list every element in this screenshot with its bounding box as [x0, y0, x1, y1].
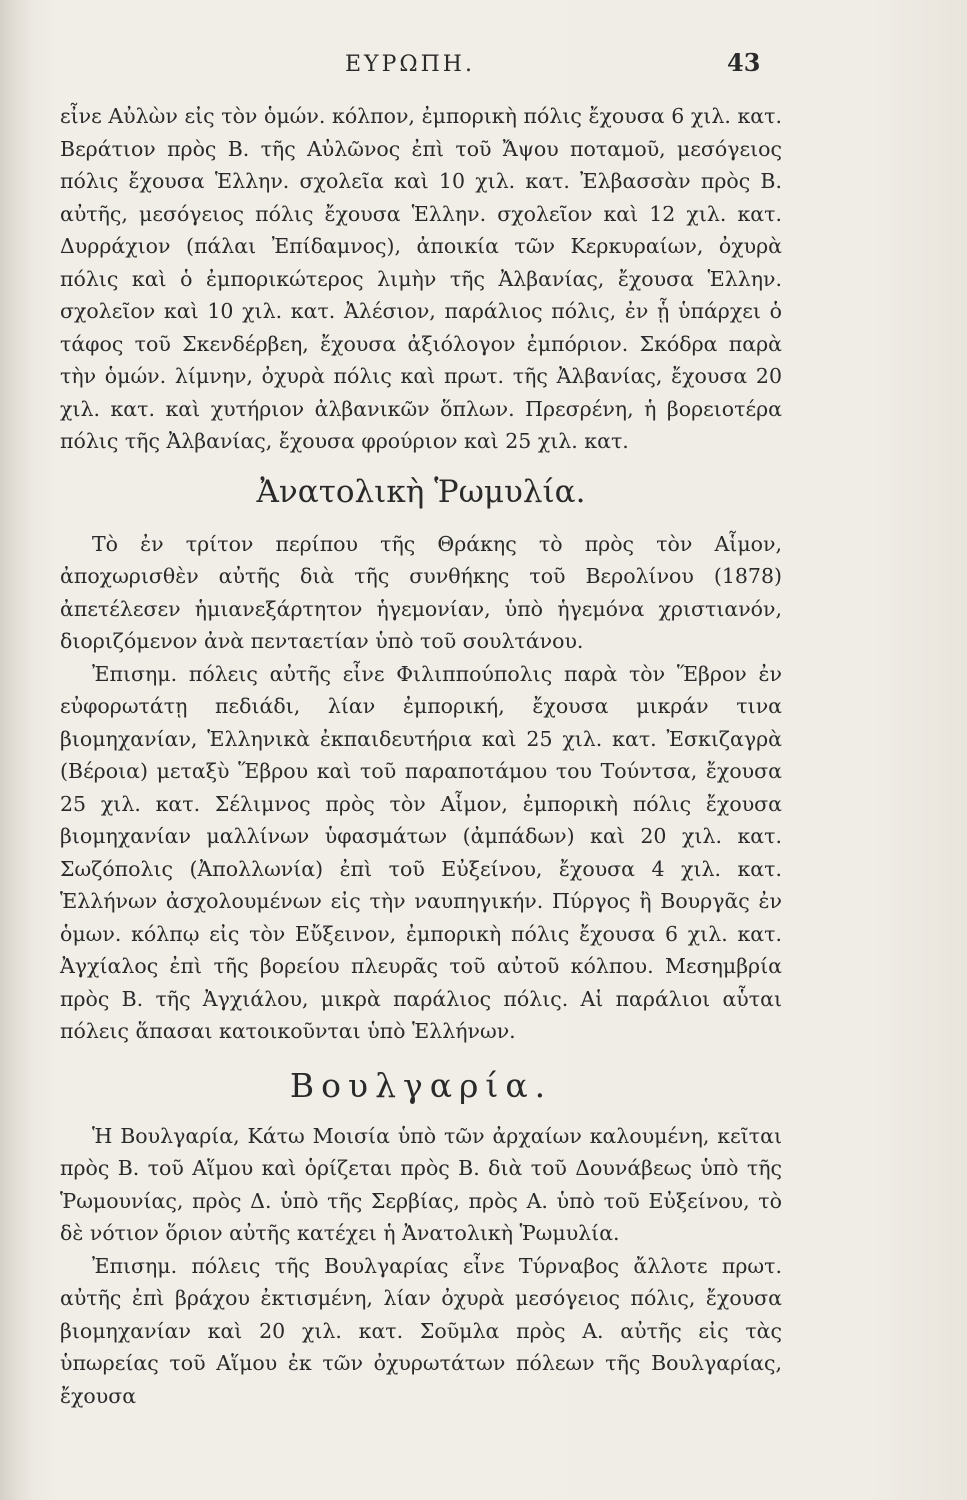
section-heading-bulgaria: Βουλγαρία. — [289, 1065, 553, 1105]
rumelia-paragraph-1: Τὸ ἐν τρίτον περίπου τῆς Θράκης τὸ πρὸς τὸν Αἷμον, ἀποχωρισθὲν αὐτῆς διὰ τῆς συνθήκης τοῦ Βερολίνου (1878) ἀπετέλεσεν ἡμιανεξάρτητον ἡγεμονίαν, ὑπὸ ἡγεμόνα χριστιανόν, διοριζόμενον ἀνὰ πενταετίαν ὑπὸ τοῦ σουλτάνου. — [60, 531, 782, 653]
page-number: 43 — [727, 48, 761, 77]
bulgaria-paragraph-1: Ἡ Βουλγαρία, Κάτω Μοισία ὑπὸ τῶν ἀρχαίων καλουμένη, κεῖται πρὸς Β. τοῦ Αἵμου καὶ ὁρίζεται πρὸς Β. διὰ τοῦ Δουνάβεως ὑπὸ τῆς Ῥωμουνίας, πρὸς Δ. ὑπὸ τῆς Σερβίας, πρὸς Α. ὑπὸ τοῦ Εὐξείνου, τὸ δὲ νότιον ὅριον αὐτῆς κατέχει ἡ Ἀνατολικὴ Ῥωμυλία. — [60, 1123, 782, 1245]
bulgaria-paragraph-2: Ἐπισημ. πόλεις τῆς Βουλγαρίας εἶνε Τύρναβος ἄλλοτε πρωτ. αὐτῆς ἐπὶ βράχου ἐκτισμένη, λίαν ὀχυρὰ μεσόγειος πόλις, ἔχουσα βιομηχανίαν καὶ 20 χιλ. κατ. Σοῦμλα πρὸς Α. αὐτῆς εἰς τὰς ὑπωρείας τοῦ Αἵμου ἐκ τῶν ὀχυρωτάτων πόλεων τῆς Βουλγαρίας, ἔχουσα — [60, 1253, 782, 1408]
albania-paragraph: εἶνε Αὐλὼν εἰς τὸν ὁμών. κόλπον, ἐμπορικὴ πόλις ἔχουσα 6 χιλ. κατ. Βεράτιον πρὸς Β. τῆς Αὐλῶνος ἐπὶ τοῦ Ἄψου ποταμοῦ, μεσόγειος πόλις ἔχουσα Ἑλλην. σχολεῖα καὶ 10 χιλ. κατ. Ἐλβασσὰν πρὸς Β. αὐτῆς, μεσόγειος πόλις ἔχουσα Ἑλλην. σχολεῖον καὶ 12 χιλ. κατ. Δυρράχιον (πάλαι Ἐπίδαμνος), ἀποικία τῶν Κερκυραίων, ὀχυρὰ πόλις καὶ ὁ ἐμπορικώτερος λιμὴν τῆς Ἀλβανίας, ἔχουσα Ἑλλην. σχολεῖον καὶ 10 χιλ. κατ. Ἀλέσιον, παράλιος πόλις, ἐν ᾗ ὑπάρχει ὁ τάφος τοῦ Σκενδέρβεη, ἔχουσα ἀξιόλογον ἐμπόριον. Σκόδρα παρὰ τὴν ὁμών. λίμνην, ὀχυρὰ πόλις καὶ πρωτ. τῆς Ἀλβανίας, ἔχουσα 20 χιλ. κατ. καὶ χυτήριον ἀλβανικῶν ὅπλων. Πρεσρένη, ἡ βορειοτέρα πόλις τῆς Ἀλβανίας, ἔχουσα φρούριον καὶ 25 χιλ. κατ. — [60, 104, 782, 453]
page-binding-edge — [0, 0, 30, 1500]
page-body — [60, 100, 782, 1412]
running-title: ΕΥΡΩΠΗ. — [345, 52, 475, 77]
rumelia-paragraph-2: Ἐπισημ. πόλεις αὐτῆς εἶνε Φιλιππούπολις παρὰ τὸν Ἕβρον ἐν εὐφορωτάτῃ πεδιάδι, λίαν ἐμπορική, ἔχουσα μικράν τινα βιομηχανίαν, Ἑλληνικὰ ἐκπαιδευτήρια καὶ 25 χιλ. κατ. Ἐσκιζαγρὰ (Βέροια) μεταξὺ Ἕβρου καὶ τοῦ παραποτάμου του Τούντσα, ἔχουσα 25 χιλ. κατ. Σέλιμνος πρὸς τὸν Αἷμον, ἐμπορικὴ πόλις ἔχουσα βιομηχανίαν μαλλίνων ὑφασμάτων (ἀμπάδων) καὶ 20 χιλ. κατ. Σωζόπολις (Ἀπολλωνία) ἐπὶ τοῦ Εὐξείνου, ἔχουσα 4 χιλ. κατ. Ἑλλήνων ἀσχολουμένων εἰς τὴν ναυπηγικήν. Πύργος ἢ Βουργᾶς ἐν ὁμων. κόλπῳ εἰς τὸν Εὔξεινον, ἐμπορικὴ πόλις ἔχουσα 6 χιλ. κατ. Ἀγχίαλος ἐπὶ τῆς βορείου πλευρᾶς τοῦ αὐτοῦ κόλπου. Μεσημβρία πρὸς Β. τῆς Ἀγχιάλου, μικρὰ παράλιος πόλις. Αἱ παράλιοι αὗται πόλεις ἅπασαι κατοικοῦνται ὑπὸ Ἑλλήνων. — [60, 661, 782, 1043]
section-heading-rumelia: Ἀνατολικὴ Ῥωμυλία. — [256, 473, 586, 510]
page-header — [0, 46, 967, 86]
